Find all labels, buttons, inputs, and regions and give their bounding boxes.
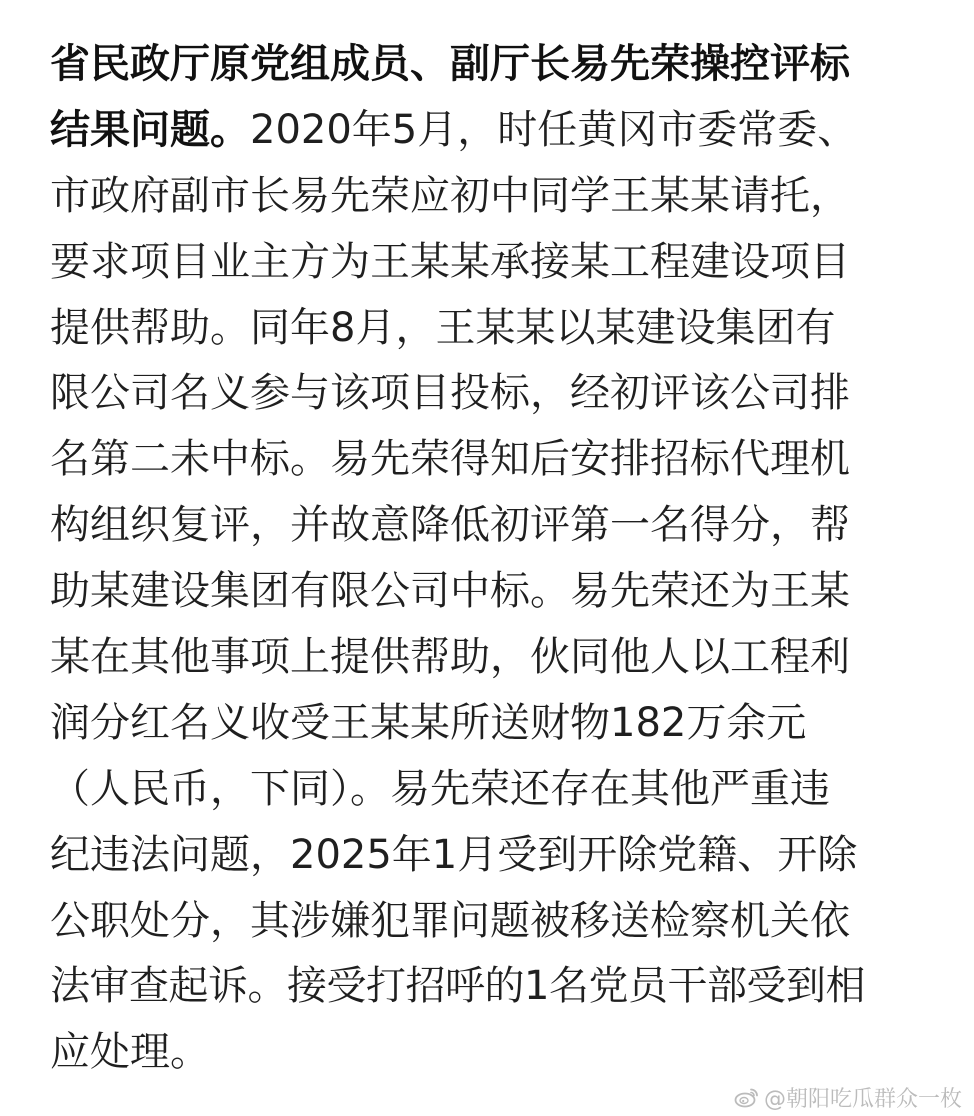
section-heading: 结果问题。 bbox=[50, 106, 250, 153]
line-text: （人民币，下同）。易先荣还存在其他严重违 bbox=[50, 765, 830, 812]
text-line bbox=[50, 625, 930, 691]
line-text: 助某建设集团有限公司中标。易先荣还为王某 bbox=[50, 568, 850, 615]
text-line bbox=[50, 427, 930, 493]
line-text: 要求项目业主方为王某某承接某工程建设项目 bbox=[50, 238, 850, 285]
text-line bbox=[50, 164, 930, 230]
line-text: 限公司名义参与该项目投标，经初评该公司排 bbox=[50, 370, 850, 417]
text-line bbox=[50, 559, 930, 625]
line-text: 公职处分，其涉嫌犯罪问题被移送检察机关依 bbox=[50, 897, 850, 944]
text-line bbox=[50, 230, 930, 296]
line-text: 市政府副市长易先荣应初中同学王某某请托， bbox=[50, 172, 850, 219]
line-text: 应处理。 bbox=[50, 1029, 210, 1076]
line-text: 润分红名义收受王某某所送财物182万余元 bbox=[50, 699, 807, 746]
text-line bbox=[50, 889, 930, 955]
watermark-text: @朝阳吃瓜群众一枚 bbox=[763, 1086, 962, 1112]
section-heading: 省民政厅原党组成员、副厅长易先荣操控评标 bbox=[50, 41, 850, 87]
watermark bbox=[734, 1084, 962, 1110]
text-line bbox=[50, 823, 930, 889]
text-line bbox=[50, 98, 930, 164]
text-line bbox=[50, 493, 930, 559]
text-line bbox=[50, 757, 930, 823]
line-text: 名第二未中标。易先荣得知后安排招标代理机 bbox=[50, 436, 850, 483]
text-line bbox=[50, 1020, 930, 1086]
text-line bbox=[50, 32, 930, 98]
line-text: 2020年5月，时任黄冈市委常委、 bbox=[250, 106, 858, 153]
text-line bbox=[50, 691, 930, 757]
line-text: 某在其他事项上提供帮助，伙同他人以工程利 bbox=[50, 634, 850, 681]
line-text: 提供帮助。同年8月，王某某以某建设集团有 bbox=[50, 304, 836, 351]
article-body bbox=[50, 32, 930, 1086]
text-line bbox=[50, 954, 930, 1020]
line-text: 构组织复评，并故意降低初评第一名得分，帮 bbox=[50, 502, 850, 549]
text-line bbox=[50, 361, 930, 427]
text-line bbox=[50, 296, 930, 362]
weibo-logo-icon bbox=[734, 1086, 760, 1108]
line-text: 纪违法问题，2025年1月受到开除党籍、开除 bbox=[50, 831, 858, 878]
line-text: 法审查起诉。接受打招呼的1名党员干部受到相 bbox=[50, 963, 865, 1010]
